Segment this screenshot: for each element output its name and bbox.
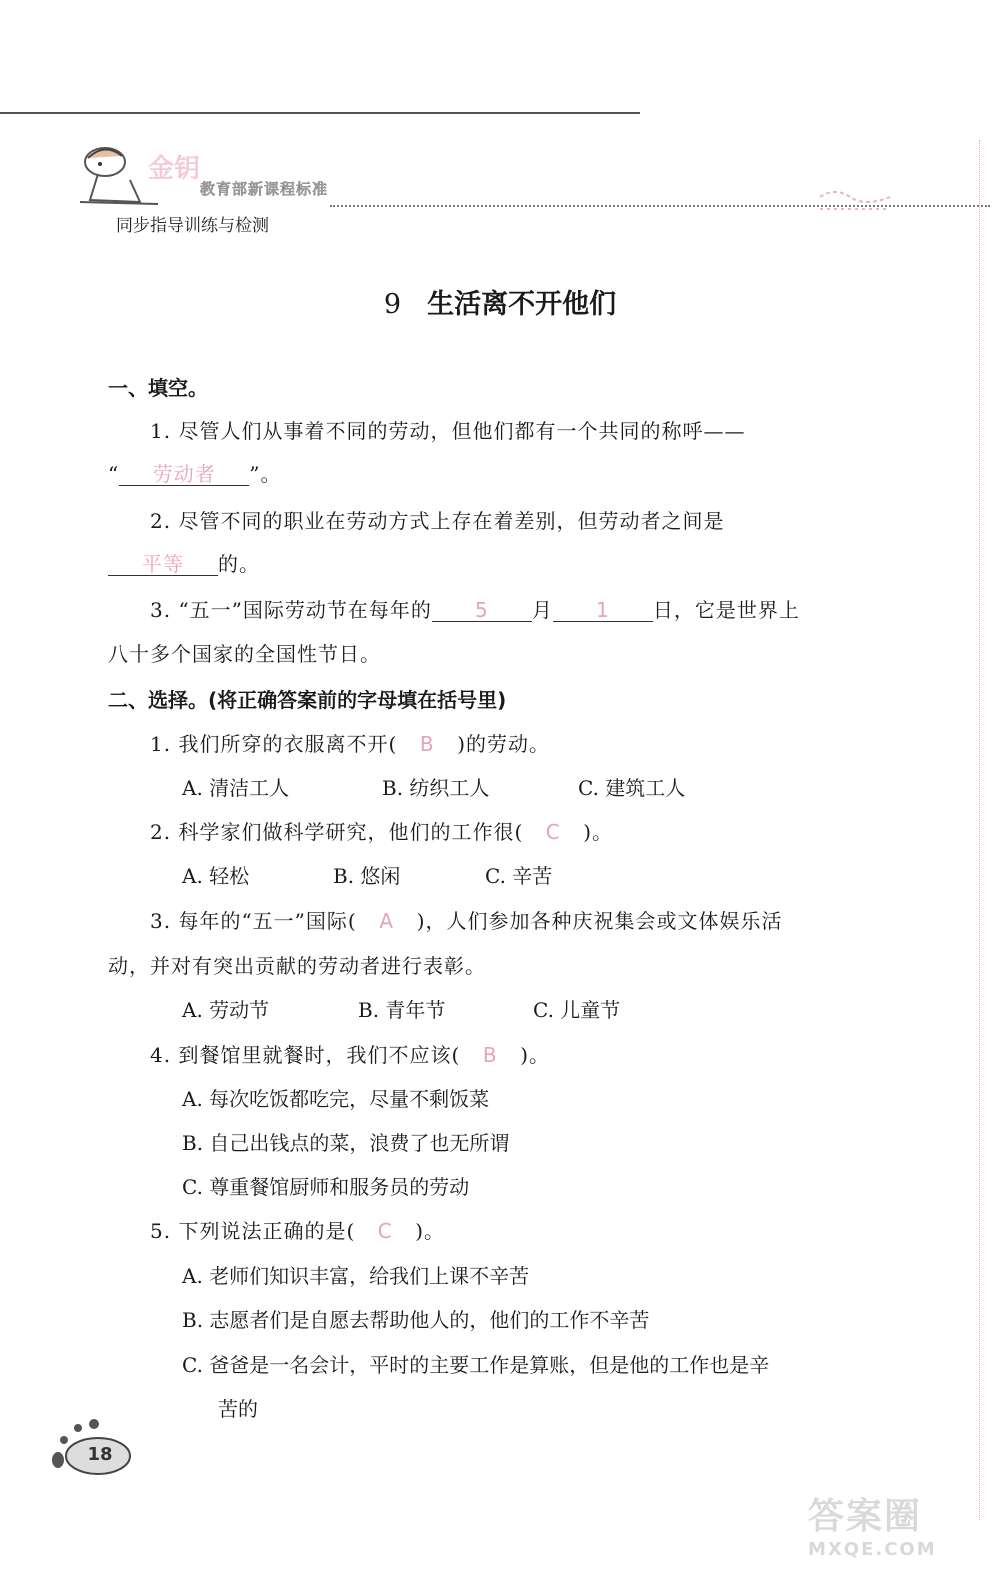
choice-q2-option-c: C. 辛苦 <box>485 864 553 888</box>
q2-text: 2. 尽管不同的职业在劳动方式上存在着差别，但劳动者之间是 <box>150 509 725 533</box>
choice-q4-option-c: C. 尊重餐馆厨师和服务员的劳动 <box>182 1175 470 1199</box>
choice-q1 <box>150 728 550 757</box>
choice-q5-option-b: B. 志愿者们是自愿去帮助他人的，他们的工作不辛苦 <box>182 1308 650 1332</box>
choice-q1-answer: B <box>419 732 435 756</box>
brand-logo-text: 金钥 <box>148 154 201 184</box>
q3-text <box>150 594 800 623</box>
choice-q3-pre: 3. 每年的“五一”国际( <box>150 909 357 933</box>
choice-q2-post: )。 <box>583 820 614 844</box>
choice-q3-option-c: C. 儿童节 <box>533 998 621 1022</box>
choice-q2 <box>150 816 613 845</box>
section-choice-heading: 二、选择。(将正确答案前的字母填在括号里) <box>108 688 507 712</box>
page-number-badge <box>48 1418 138 1488</box>
choice-q3-option-b: B. 青年节 <box>358 998 446 1022</box>
choice-q1-option-a: A. 清洁工人 <box>182 776 290 800</box>
choice-q4-pre: 4. 到餐馆里就餐时，我们不应该( <box>150 1043 461 1067</box>
choice-q3-answer: A <box>379 909 395 933</box>
lesson-title-text: 生活离不开他们 <box>427 289 617 320</box>
q1-text: 1. 尽管人们从事着不同的劳动，但他们都有一个共同的称呼—— <box>150 419 746 443</box>
page-number: 18 <box>87 1444 113 1465</box>
q2-after: 的。 <box>218 552 260 576</box>
choice-q4-option-a: A. 每次吃饭都吃完，尽量不剩饭菜 <box>182 1087 490 1111</box>
choice-q3 <box>150 905 783 934</box>
header-rule <box>0 112 640 114</box>
choice-q4-post: )。 <box>520 1043 551 1067</box>
choice-q3-line2: 动，并对有突出贡献的劳动者进行表彰。 <box>108 954 486 978</box>
choice-q5-post: )。 <box>415 1219 446 1243</box>
choice-q2-option-a: A. 轻松 <box>182 864 250 888</box>
choice-q2-answer: C <box>545 820 561 844</box>
header-decoration-icon <box>815 185 895 215</box>
q2-answer: 平等 <box>108 553 218 576</box>
choice-q2-option-b: B. 悠闲 <box>333 864 401 888</box>
choice-q1-post: )的劳动。 <box>457 732 551 756</box>
lesson-number: 9 <box>383 289 402 320</box>
choice-q1-option-b: B. 纺织工人 <box>382 776 490 800</box>
q1-answer-line <box>108 458 281 487</box>
cartoon-boy-icon <box>70 140 160 220</box>
q3-answer-day: 1 <box>553 599 653 622</box>
section-fill-blank-heading: 一、填空。 <box>108 376 208 400</box>
choice-q5-pre: 5. 下列说法正确的是( <box>150 1219 356 1243</box>
q3-month: 月 <box>531 598 553 622</box>
choice-q5-option-c: C. 爸爸是一名会计，平时的主要工作是算账，但是他的工作也是辛 <box>182 1353 770 1377</box>
watermark-bottom: MXQE.COM <box>808 1539 937 1560</box>
q3-day: 日，它是世界上 <box>652 598 800 622</box>
choice-q5 <box>150 1215 445 1244</box>
choice-q2-pre: 2. 科学家们做科学研究，他们的工作很( <box>150 820 524 844</box>
q1-open-quote: “ <box>108 462 120 486</box>
watermark-top: 答案圈 <box>808 1496 923 1537</box>
choice-q1-option-c: C. 建筑工人 <box>578 776 686 800</box>
q3-pre: 3. “五一”国际劳动节在每年的 <box>150 598 432 622</box>
choice-q5-option-c-cont: 苦的 <box>218 1397 258 1421</box>
watermark-logo <box>808 1488 988 1558</box>
choice-q3-post: )，人们参加各种庆祝集会或文体娱乐活 <box>416 909 783 933</box>
choice-q1-pre: 1. 我们所穿的衣服离不开( <box>150 732 398 756</box>
choice-q5-option-a: A. 老师们知识丰富，给我们上课不辛苦 <box>182 1264 530 1288</box>
brand-series-name: 教育部新课程标准 <box>200 180 329 198</box>
q3-answer-month: 5 <box>432 599 532 622</box>
lesson-title <box>0 282 1000 321</box>
book-subtitle: 同步指导训练与检测 <box>116 216 269 236</box>
choice-q4 <box>150 1039 550 1068</box>
q2-answer-line <box>108 548 260 577</box>
choice-q4-answer: B <box>482 1043 498 1067</box>
choice-q3-option-a: A. 劳动节 <box>182 998 270 1022</box>
q1-close-quote: ”。 <box>249 462 282 486</box>
q1-answer: 劳动者 <box>119 463 249 486</box>
page-edge-marks <box>889 140 980 1520</box>
choice-q5-answer: C <box>377 1219 393 1243</box>
choice-q4-option-b: B. 自己出钱点的菜，浪费了也无所谓 <box>182 1131 510 1155</box>
q3-text-line2: 八十多个国家的全国性节日。 <box>108 642 381 666</box>
